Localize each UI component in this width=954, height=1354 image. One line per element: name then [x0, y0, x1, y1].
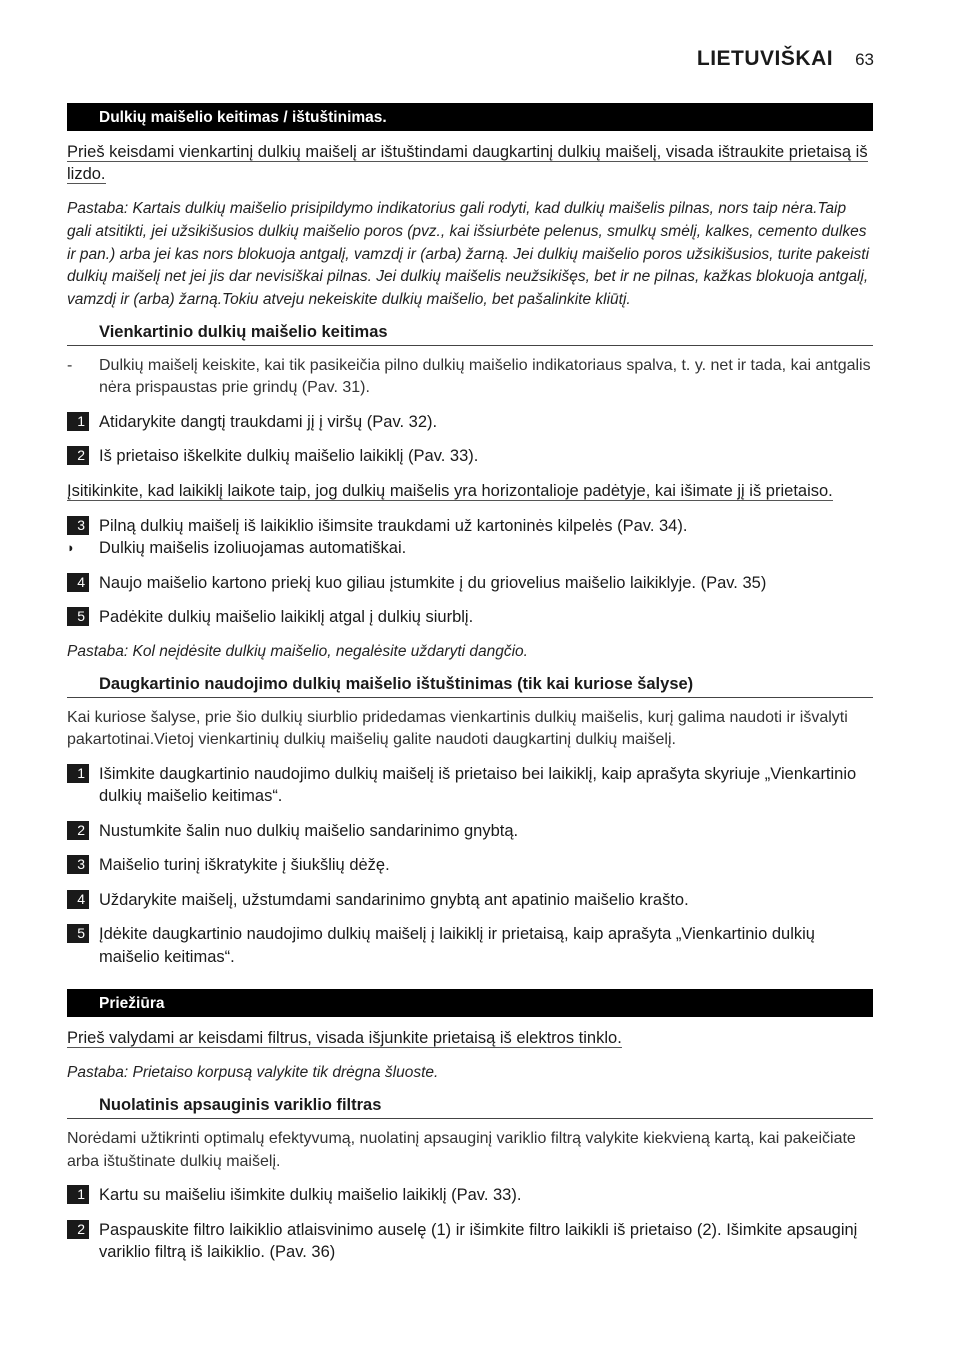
step-number: 4 [67, 890, 89, 909]
step-text: Paspauskite filtro laikiklio atlaisvinimo auselę (1) ir išimkite filtro laikikli iš prietaiso (2). Išimkite apsauginį variklio filtrą iš laikiklio. (Pav. 36) [99, 1220, 858, 1262]
note-clean-body: Pastaba: Prietaiso korpusą valykite tik drėgna šluoste. [67, 1064, 439, 1082]
step-item [67, 1184, 873, 1207]
step-item [67, 820, 873, 843]
subsection-title-reusable: Daugkartinio naudojimo dulkių maišelio ištuštinimas (tik kai kuriose šalyse) [67, 675, 873, 698]
step-item [67, 854, 873, 877]
language-label: LIETUVIŠKAI [696, 47, 834, 70]
step-text: Maišelio turinį iškratykite į šiukšlių dėžę. [99, 856, 390, 875]
step-number: 2 [67, 821, 89, 840]
step-number: 1 [67, 764, 89, 783]
section-title-maintenance: Priežiūra [67, 989, 873, 1017]
step-item [67, 572, 873, 595]
result-text: Dulkių maišelis izoliuojamas automatiškai. [99, 539, 407, 558]
step-item [67, 763, 873, 808]
step-text: Nustumkite šalin nuo dulkių maišelio sandarinimo gnybtą. [99, 821, 519, 840]
dash-item-text: Dulkių maišelį keiskite, kai tik pasikeičia pilno dulkių maišelio indikatoriaus spalva, t. y. net ir tada, kai antgalis nėra prispaustas prie grindų (Pav. 31). [99, 356, 871, 397]
step-item [67, 515, 873, 538]
step-number: 2 [67, 1220, 89, 1239]
step-text: Atidarykite dangtį traukdami jį į viršų (Pav. 32). [99, 412, 438, 431]
result-item [67, 537, 873, 560]
warning-hold-horizontal: Įsitikinkite, kad laikiklį laikote taip, jog dulkių maišelis yra horizontalioje padėtyje, kai išimate jį iš prietaiso. [67, 481, 833, 500]
step-text: Kartu su maišeliu išimkite dulkių maišelio laikiklį (Pav. 33). [99, 1186, 522, 1205]
page-number: 63 [855, 50, 874, 69]
warning-switch-off: Prieš valydami ar keisdami filtrus, visada išjunkite prietaisą iš elektros tinklo. [67, 1029, 622, 1048]
note-close-lid: Pastaba: Kol neįdėsite dulkių maišelio, negalėsite uždaryti dangčio. [67, 642, 528, 660]
step-item [67, 923, 873, 968]
step-text: Naujo maišelio kartono priekį kuo giliau įstumkite į du griovelius maišelio laikiklyje. (Pav. 35) [99, 573, 767, 592]
step-text: Padėkite dulkių maišelio laikiklį atgal į dulkių siurblį. [99, 608, 474, 627]
subsection-title-disposable: Vienkartinio dulkių maišelio keitimas [67, 323, 873, 346]
page-header [697, 47, 874, 71]
step-number: 5 [67, 607, 89, 626]
step-number: 1 [67, 412, 89, 431]
step-item [67, 1219, 873, 1264]
step-item [67, 445, 873, 468]
result-arrow-icon: ◗ [67, 540, 75, 556]
step-item [67, 606, 873, 629]
step-number: 5 [67, 924, 89, 943]
reusable-intro: Kai kuriose šalyse, prie šio dulkių siurblio pridedamas vienkartinis dulkių maišelis, kurį galima naudoti ir išvalyti pakartotinai.Vietoj vienkartinių dulkių maišelių galite naudoti daugkartinį dulkių maišelį. [67, 708, 848, 749]
step-text: Išimkite daugkartinio naudojimo dulkių maišelį iš prietaiso bei laikiklį, kaip aprašyta skyriuje „Vienkartinio dulkių maišelio keitimas“. [99, 764, 857, 806]
step-number: 3 [67, 855, 89, 874]
warning-unplug: Prieš keisdami vienkartinį dulkių maišelį ar ištuštindami daugkartinį dulkių maišelį, visada ištraukite prietaisą iš lizdo. [67, 143, 868, 183]
note-bag-indicator: Pastaba: Kartais dulkių maišelio prisipildymo indikatorius gali rodyti, kad dulkių maišelis pilnas, nors taip nėra.Taip gali atsitikti, jei užsikišusios dulkių maišelio poros (pvz., kai išsiurbėte pelenus, smulkų smėlį, kalkes, cemento dulkes ir pan.) arba jei kas nors blokuoja antgalį, vamzdį ir (arba) žarną. Jei dulkių maišelio poros užsikišusios, turite pakeisti dulkių maišelį net jei jis dar nevisiškai pilnas. Jei dulkių maišelis neužsikišęs, bet ir ne pilnas, kažkas blokuoja antgalį, vamzdį ir (arba) žarną.Tokiu atveju nekeiskite dulkių maišelio, bet pašalinkite kliūtį. [67, 200, 870, 309]
step-number: 3 [67, 516, 89, 535]
step-text: Iš prietaiso iškelkite dulkių maišelio laikiklį (Pav. 33). [99, 447, 479, 466]
step-text: Įdėkite daugkartinio naudojimo dulkių maišelį į laikiklį ir prietaisą, kaip aprašyta „Vienkartinio dulkių maišelio keitimas“. [99, 925, 815, 966]
step-number: 1 [67, 1185, 89, 1204]
step-item [67, 889, 873, 912]
motor-filter-intro: Norėdami užtikrinti optimalų efektyvumą, nuolatinį apsauginį variklio filtrą valykite kiekvieną kartą, kai pakeičiate arba ištuštinate dulkių maišelį. [67, 1130, 856, 1170]
step-number: 4 [67, 573, 89, 592]
section-title-dust-bag: Dulkių maišelio keitimas / ištuštinimas. [67, 103, 873, 131]
page-content [67, 103, 873, 1276]
dash-item [67, 355, 873, 400]
subsection-title-motor-filter: Nuolatinis apsauginis variklio filtras [67, 1096, 873, 1119]
dash-marker: - [67, 356, 73, 374]
step-number: 2 [67, 446, 89, 465]
step-item [67, 411, 873, 434]
step-text: Uždarykite maišelį, užstumdami sandarinimo gnybtą ant apatinio maišelio krašto. [99, 890, 689, 909]
step-text: Pilną dulkių maišelį iš laikiklio išimsite traukdami už kartoninės kilpelės (Pav. 34). [99, 516, 688, 535]
